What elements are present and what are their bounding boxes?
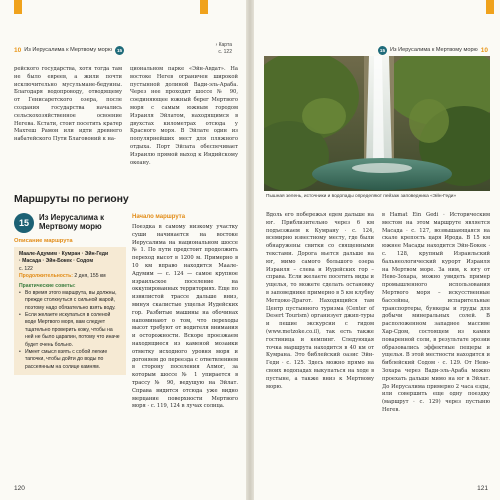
page-number-right: 121 — [477, 485, 488, 492]
page-number-left: 120 — [14, 485, 25, 492]
route-start-text: Поездка в самому низкому участку суши начинается на востоке Иерусалима на национальном шоссе № 1. По пути предстоит продолжить переход высот в 1200 м. Примерно в 10 км вправо находится Маале-Адумим — с. 124 — самое крупное израильское поселение на оккупированных территориях. Еще по извилистой трассе дальше вниз, минуя скалистые ущелья Иудейских гор. Разбитые машины на обочинах напоминают о том, что переходы высот требуют от водителя внимания и осторожности. Вскоре проезжаем находящиеся из каменой мозаики отметку исходного уровня моря и догоняем до переезда с ответвлением в сторону поселения Алмог, за которым шоссе № 1 упирается в трассу № 90, ведущую на Эйлат. Справа видится отсюда уже видно мерцание поверхности Мертвого моря · с. 119, 124 в лучах солнца. — [132, 224, 238, 410]
route-description-label: Описание маршрута — [14, 238, 73, 244]
right-column-2 — [382, 212, 490, 415]
route-title: Из Иерусалима к Мертвому морю — [39, 213, 104, 231]
route-stops-line2: · Масада · Эйн-Бокек · Содом — [19, 258, 94, 265]
route-start-column — [132, 213, 238, 411]
left-intro-columns — [14, 66, 238, 167]
route-page-ref[interactable]: с. 122 — [19, 265, 33, 272]
route-circle-small: 15 — [116, 47, 123, 53]
map-reference[interactable] — [216, 42, 232, 55]
running-head-title: Из Иерусалима к Мертвому морю — [389, 47, 478, 53]
left-running-head — [14, 44, 124, 56]
right-column-1 — [266, 212, 374, 415]
route-start-label: Начало маршрута — [132, 214, 186, 220]
tip-item: • Если желаете искупаться в соленой воде Мертвого моря, вам следует тщательно проверить кожу, чтобы на ней не было царапин, потому что иначе будет очень больно. — [19, 312, 121, 349]
route-circle-small: 15 — [379, 47, 386, 53]
route-box — [14, 213, 126, 375]
left-color-tab-2 — [200, 0, 208, 14]
left-page — [0, 0, 246, 500]
photo-caption: Пышная зелень, источники и водопады определяют пейзаж заповедника «Эйн-Геди» — [266, 194, 457, 199]
tip-item: • Во время этого маршрута, вы должны, прежде столкнуться с сильной жарой, поэтому надо обязательно взять воду. — [19, 290, 121, 312]
tip-item: • Имеет смысл взять с собой легкие тапочки, чтобы дойти до воды по рассеянным на солице камням. — [19, 349, 121, 371]
right-running-head — [378, 44, 488, 56]
duration-label: Продолжительность: — [19, 273, 73, 280]
running-head-title: Из Иерусалима к Мертвому морю — [24, 47, 113, 53]
route-stops-line1: Маале-Адумим · Кумран · Эйн-Геди — [19, 251, 109, 257]
left-color-tab — [14, 0, 22, 14]
route-number-badge: 15 — [14, 213, 34, 233]
book-gutter — [246, 0, 254, 500]
route-info-panel — [14, 247, 126, 375]
tips-label: Практические советы: — [19, 282, 76, 289]
right-text-1: Вдоль его побережья едем дальше на юг. Приблизительно через 6 км подъезжаем к Кумрану · с. 124, всемирно известному месту, где были обнаружены свитки со священными текстами. Дорога вьется дальше на юг, мимо самого большого озера Израиля – слева и Иудейских гор – справа. Если желаете посетить виды и ущелья, то можете сделать остановку в заповеднике примерно в 5 км клубну Метцоке-Драгот. Находящийся там Центр пустынного туризма (Center of Desert Tourism) организует джип-туры и пешие экскурсии с гидом (www.metzoke.co.il), так есть также гостиница и кемпинг. Следующая точка маршрута находится в 40 км от Кумрана. Это библейский оазис Эйн-Геди · с. 125. Здесь можно прямо на своих водопадах выкупаться на ходе в пустыне, а также вниз к Мертвому морю. — [266, 212, 374, 390]
map-ref-line1: › Карта — [215, 42, 232, 48]
map-ref-line2: с. 122 — [218, 48, 232, 55]
right-text-2: в Hamat Ein Gedi · Историческим местом на этом маршруте является Масада · с. 127, возвышающаяся на скале крепость царя Ирода. В 15 км южнее Масады находится Эйн-Бокек · с. 128, крупный Израильский бальнеологический курорт Израиля на Мертвом море. За ним, к югу от Нево-Зохара, можно увидеть пример промышленного использования Мертвого моря – искусственные бассейны, испарительные транспортеры, бункеры и груды для добычи минеральных солей. В расположенном западнее массиве Хар-Сдом, состоящем из камня поваренной соли, в результате эрозии образовались эффектные пещеры и ущелья. В этой местности находится и библейский Содом · с. 129. От Нево-Зохара через Вади-эль-Араба можно проехать дальше мимо на юг в Эйлат. До Иерусалима примерно 2 часа езды, или совершить еще одну поездку (маршрут · с. 129) через пустыню Негев. — [382, 212, 490, 413]
duration-value: 2 дня, 155 км — [74, 273, 106, 280]
right-color-tab — [486, 0, 494, 14]
chapter-number: 10 — [14, 46, 22, 54]
intro-text-2: циональном парке «Эйн-Авдат». На востоке Негев ограничен широкой пустынной долиной Вади-эль-Араба. Через нее проходит шоссе № 90, соединяющее южный берег Мертвого моря с самым южным городом Израиля Эйлатом, находящимся в двухстах километрах отсюда у Красного моря. В Эйлате один из популярнейших мест для пляжного отдыха. Порт Эйлата обеспечивает Израилю прямой выход к Индийскому океану. — [130, 66, 238, 166]
intro-text-1: рейского государства, хотя тогда там не было евреев, а жили почти исключительно мусульмане-бедуины. Благодаря водопроводу, отводящему от Генисаретского озера, после создания государства начались сельскохозяйственное освоение Негева. Кстати, стоит посетить кратер Махтеш Рамон или идти древнего набатейского Пути Благовоний к на- — [14, 66, 122, 143]
waterfall-image — [264, 56, 490, 191]
intro-column-2 — [130, 66, 238, 167]
section-title: Маршруты по региону — [14, 193, 129, 205]
route-header — [14, 213, 126, 233]
right-page — [254, 0, 500, 500]
waterfall-photo — [264, 56, 490, 191]
intro-column-1 — [14, 66, 122, 167]
right-text-columns — [266, 212, 490, 415]
chapter-number: 10 — [480, 46, 488, 54]
tips-list — [19, 290, 121, 371]
